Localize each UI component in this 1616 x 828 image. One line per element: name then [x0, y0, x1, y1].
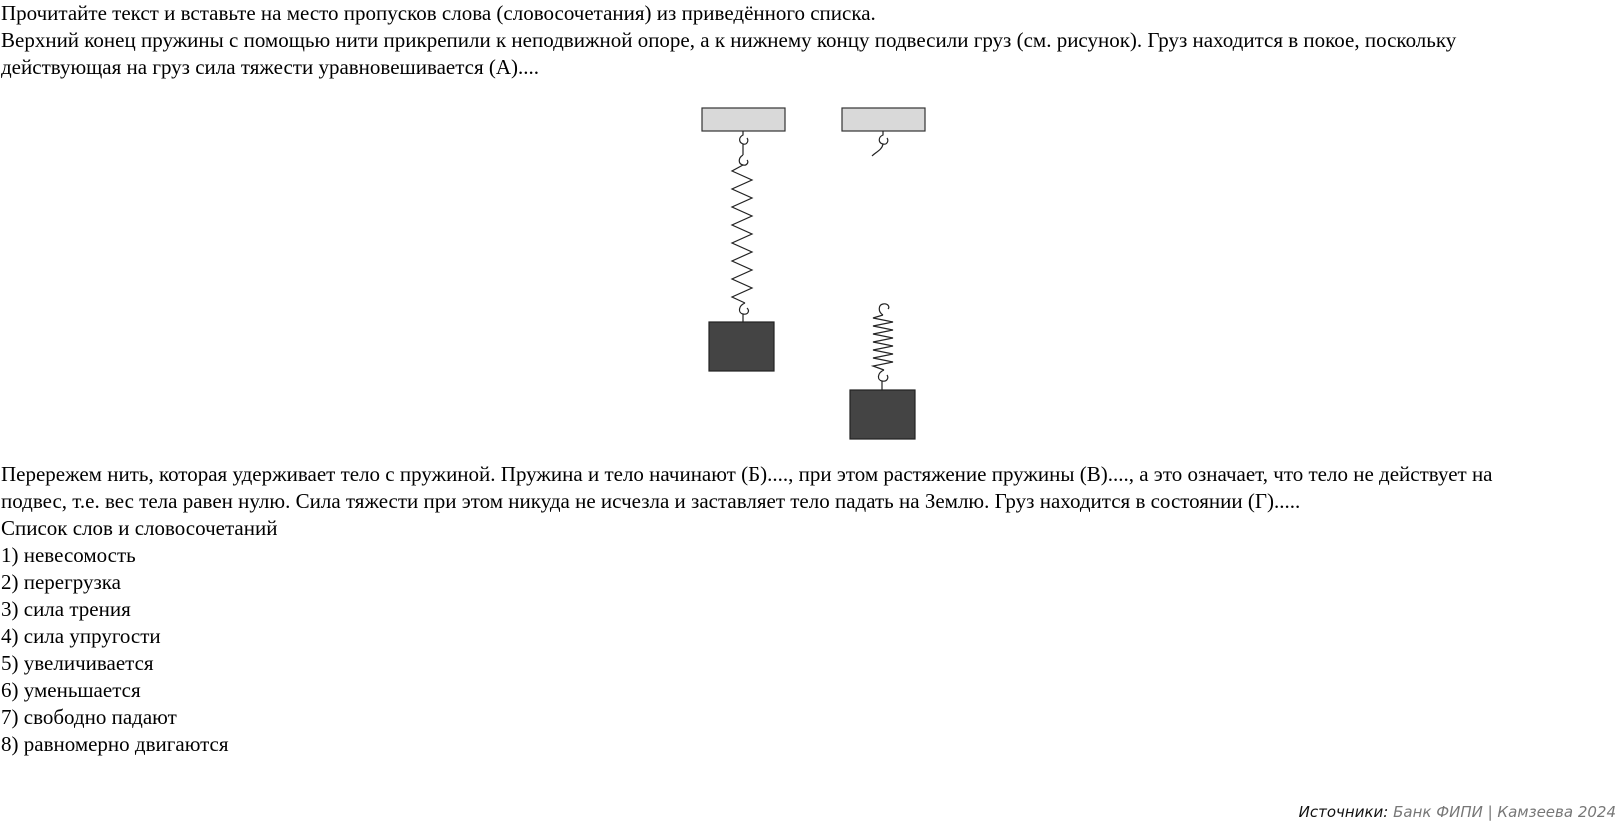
- instruction-text: Прочитайте текст и вставьте на место пропусков слова (словосочетания) из приведённого списка.: [1, 1, 876, 25]
- left-spring-system: [702, 108, 785, 371]
- word-list-item: 6) уменьшается: [1, 678, 141, 702]
- spring-figure: [700, 100, 940, 455]
- task-body: [0, 461, 1580, 758]
- word-list-title: Список слов и словосочетаний: [1, 516, 278, 540]
- word-list-item: 5) увеличивается: [1, 651, 154, 675]
- source-value: Банк ФИПИ | Камзеева 2024: [1393, 803, 1616, 821]
- word-list-item: 8) равномерно двигаются: [1, 732, 229, 756]
- word-list-item: 2) перегрузка: [1, 570, 121, 594]
- source-footer: [1299, 803, 1616, 821]
- word-list-item: 3) сила трения: [1, 597, 131, 621]
- paragraph-1: Верхний конец пружины с помощью нити прикрепили к неподвижной опоре, а к нижнему концу подвесили груз (см. рисунок). Груз находится в покое, поскольку действующая на груз сила тяжести уравновешивается (А)....: [1, 28, 1457, 79]
- task-header: [0, 0, 1580, 81]
- source-label: Источники:: [1298, 803, 1389, 821]
- word-list-item: 1) невесомость: [1, 543, 136, 567]
- paragraph-2: Перережем нить, которая удерживает тело с пружиной. Пружина и тело начинают (Б)...., при этом растяжение пружины (В)...., а это означает, что тело не действует на подвес, т.е. вес тела равен нулю. Сила тяжести при этом никуда не исчезла и заставляет тело падать на Землю. Груз находится в состоянии (Г).....: [1, 462, 1493, 513]
- word-list-item: 4) сила упругости: [1, 624, 161, 648]
- word-list-item: 7) свободно падают: [1, 705, 177, 729]
- right-spring-system: [842, 108, 925, 439]
- word-list: [0, 542, 1580, 758]
